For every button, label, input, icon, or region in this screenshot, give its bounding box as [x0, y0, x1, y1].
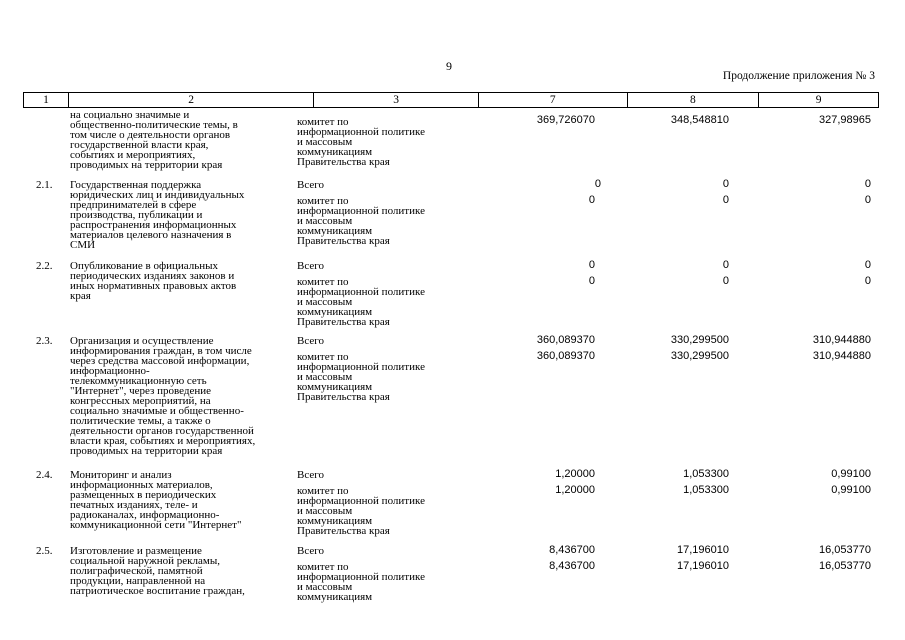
value-col-8: 17,196010	[677, 560, 729, 572]
row-executor-line: комитет по	[297, 351, 349, 363]
row-executor-line: коммуникациям	[297, 225, 373, 237]
row-executor-line: и массовым	[297, 505, 353, 517]
value-col-8: 330,299500	[670, 350, 729, 362]
value-col-8: 348,548810	[670, 114, 729, 126]
value-col-7: 1,20000	[555, 484, 595, 496]
total-col-7: 0	[588, 259, 595, 271]
row-name-line: через средства массовой информации,	[70, 355, 250, 367]
row-executor-line: комитет по	[297, 561, 349, 573]
row-executor-line: коммуникациям	[297, 515, 373, 527]
row-executor-line: комитет по	[297, 485, 349, 497]
row-name-line: полиграфической, памятной	[70, 565, 203, 577]
row-name-line: Опубликование в официальных	[70, 260, 219, 272]
row-name-line: "Интернет", через проведение	[70, 385, 211, 397]
value-col-9: 16,053770	[819, 560, 871, 572]
value-col-8: 0	[722, 275, 729, 287]
row-name-line: Организация и осуществление	[70, 335, 214, 347]
row-name-line: размещенных в периодических	[70, 489, 217, 501]
header-col-1: 1	[24, 93, 69, 107]
value-col-8: 0	[722, 194, 729, 206]
total-col-8: 330,299500	[670, 334, 729, 346]
row-name-line: информационных материалов,	[70, 479, 213, 491]
row-number: 2.3.	[36, 335, 53, 347]
value-col-7: 0	[588, 194, 595, 206]
row-name-line: распространения информационных	[70, 219, 237, 231]
row-executor-line: информационной политике	[297, 126, 425, 138]
row-name-line: продукции, направленной на	[70, 575, 206, 587]
row-total-label: Всего	[297, 545, 324, 557]
row-executor-line: коммуникациям	[297, 381, 373, 393]
row-name-line: событиях и мероприятиях,	[70, 149, 196, 161]
total-col-9: 0	[864, 178, 871, 190]
row-name-line: телекоммуникационную сеть	[70, 375, 207, 387]
row-executor-line: информационной политике	[297, 495, 425, 507]
row-total-label: Всего	[297, 335, 324, 347]
row-name-line: радиоканалах, информационно-	[70, 509, 220, 521]
row-name-line: производства, публикации и	[70, 209, 203, 221]
value-col-8: 1,053300	[683, 484, 729, 496]
row-total-label: Всего	[297, 179, 324, 191]
row-name-line: материалов целевого назначения в	[70, 229, 232, 241]
row-executor-line: Правительства края	[297, 235, 390, 247]
row-name-line: иных нормативных правовых актов	[70, 280, 237, 292]
row-name-line: власти края, событиях и мероприятиях,	[70, 435, 256, 447]
row-name-line: СМИ	[70, 239, 96, 251]
total-col-9: 310,944880	[812, 334, 871, 346]
row-executor-line: коммуникациям	[297, 591, 373, 603]
row-name-line: политические темы, а также о	[70, 415, 211, 427]
header-col-8: 8	[628, 93, 760, 107]
total-col-8: 1,053300	[683, 468, 729, 480]
total-col-9: 0,99100	[831, 468, 871, 480]
row-number: 2.5.	[36, 545, 53, 557]
row-executor-line: комитет по	[297, 195, 349, 207]
row-name-line: Изготовление и размещение	[70, 545, 202, 557]
row-name-line: деятельности органов государственной	[70, 425, 254, 437]
header-col-7: 7	[479, 93, 628, 107]
value-col-9: 0	[864, 275, 871, 287]
row-name-line: Мониторинг и анализ	[70, 469, 172, 481]
row-executor-line: информационной политике	[297, 571, 425, 583]
total-col-7: 8,436700	[549, 544, 595, 556]
row-number: 2.2.	[36, 260, 53, 272]
value-col-7: 0	[588, 275, 595, 287]
row-name-line: коммуникационной сети "Интернет"	[70, 519, 242, 531]
value-col-9: 310,944880	[812, 350, 871, 362]
total-col-8: 17,196010	[677, 544, 729, 556]
row-executor-line: и массовым	[297, 136, 353, 148]
row-name-line: конгрессных мероприятий, на	[70, 395, 211, 407]
row-name-line: на социально значимые и	[70, 109, 190, 121]
header-col-2: 2	[69, 93, 314, 107]
row-name-line: социальной наружной рекламы,	[70, 555, 220, 567]
total-col-7: 360,089370	[536, 334, 595, 346]
value-col-9: 0,99100	[831, 484, 871, 496]
row-name-line: том числе о деятельности органов	[70, 129, 231, 141]
row-executor-line: Правительства края	[297, 156, 390, 168]
page-number: 9	[446, 59, 452, 73]
row-name-line: Государственная поддержка	[70, 179, 202, 191]
row-executor-line: и массовым	[297, 371, 353, 383]
row-name-line: периодических изданиях законов и	[70, 270, 235, 282]
row-executor-line: и массовым	[297, 215, 353, 227]
value-col-7: 369,726070	[536, 114, 595, 126]
row-name-line: края	[70, 290, 91, 302]
row-name-line: государственной власти края,	[70, 139, 209, 151]
row-name-line: проводимых на территории края	[70, 445, 223, 457]
row-name-line: патриотическое воспитание граждан,	[70, 585, 245, 597]
row-executor-line: Правительства края	[297, 316, 390, 328]
header-col-9: 9	[815, 94, 822, 106]
total-col-9: 16,053770	[819, 544, 871, 556]
row-executor-line: Правительства края	[297, 525, 390, 537]
row-executor-line: комитет по	[297, 276, 349, 288]
total-col-7: 0	[594, 178, 601, 190]
table-header-row	[23, 92, 879, 108]
row-executor-line: информационной политике	[297, 205, 425, 217]
row-number: 2.1.	[36, 179, 53, 191]
value-col-9: 0	[864, 194, 871, 206]
row-executor-line: коммуникациям	[297, 146, 373, 158]
row-name-line: социально значимые и общественно-	[70, 405, 244, 417]
total-col-9: 0	[864, 259, 871, 271]
row-name-line: информационно-	[70, 365, 150, 377]
row-name-line: печатных изданиях, теле- и	[70, 499, 198, 511]
row-name-line: информирования граждан, в том числе	[70, 345, 252, 357]
row-executor-line: Правительства края	[297, 391, 390, 403]
row-executor-line: информационной политике	[297, 286, 425, 298]
row-executor-line: и массовым	[297, 581, 353, 593]
row-name-line: общественно-политические темы, в	[70, 119, 238, 131]
row-name-line: проводимых на территории края	[70, 159, 223, 171]
row-number: 2.4.	[36, 469, 53, 481]
row-total-label: Всего	[297, 260, 324, 272]
value-col-7: 8,436700	[549, 560, 595, 572]
row-executor-line: информационной политике	[297, 361, 425, 373]
row-executor-line: коммуникациям	[297, 306, 373, 318]
row-name-line: юридических лиц и индивидуальных	[70, 189, 245, 201]
total-col-8: 0	[722, 178, 729, 190]
row-total-label: Всего	[297, 469, 324, 481]
value-col-7: 360,089370	[536, 350, 595, 362]
row-name-line: предпринимателей в сфере	[70, 199, 197, 211]
total-col-8: 0	[722, 259, 729, 271]
header-col-3: 3	[314, 93, 479, 107]
row-executor-line: комитет по	[297, 116, 349, 128]
value-col-9: 327,98965	[819, 114, 871, 126]
total-col-7: 1,20000	[555, 468, 595, 480]
appendix-continuation-note: Продолжение приложения № 3	[722, 70, 875, 82]
row-executor-line: и массовым	[297, 296, 353, 308]
